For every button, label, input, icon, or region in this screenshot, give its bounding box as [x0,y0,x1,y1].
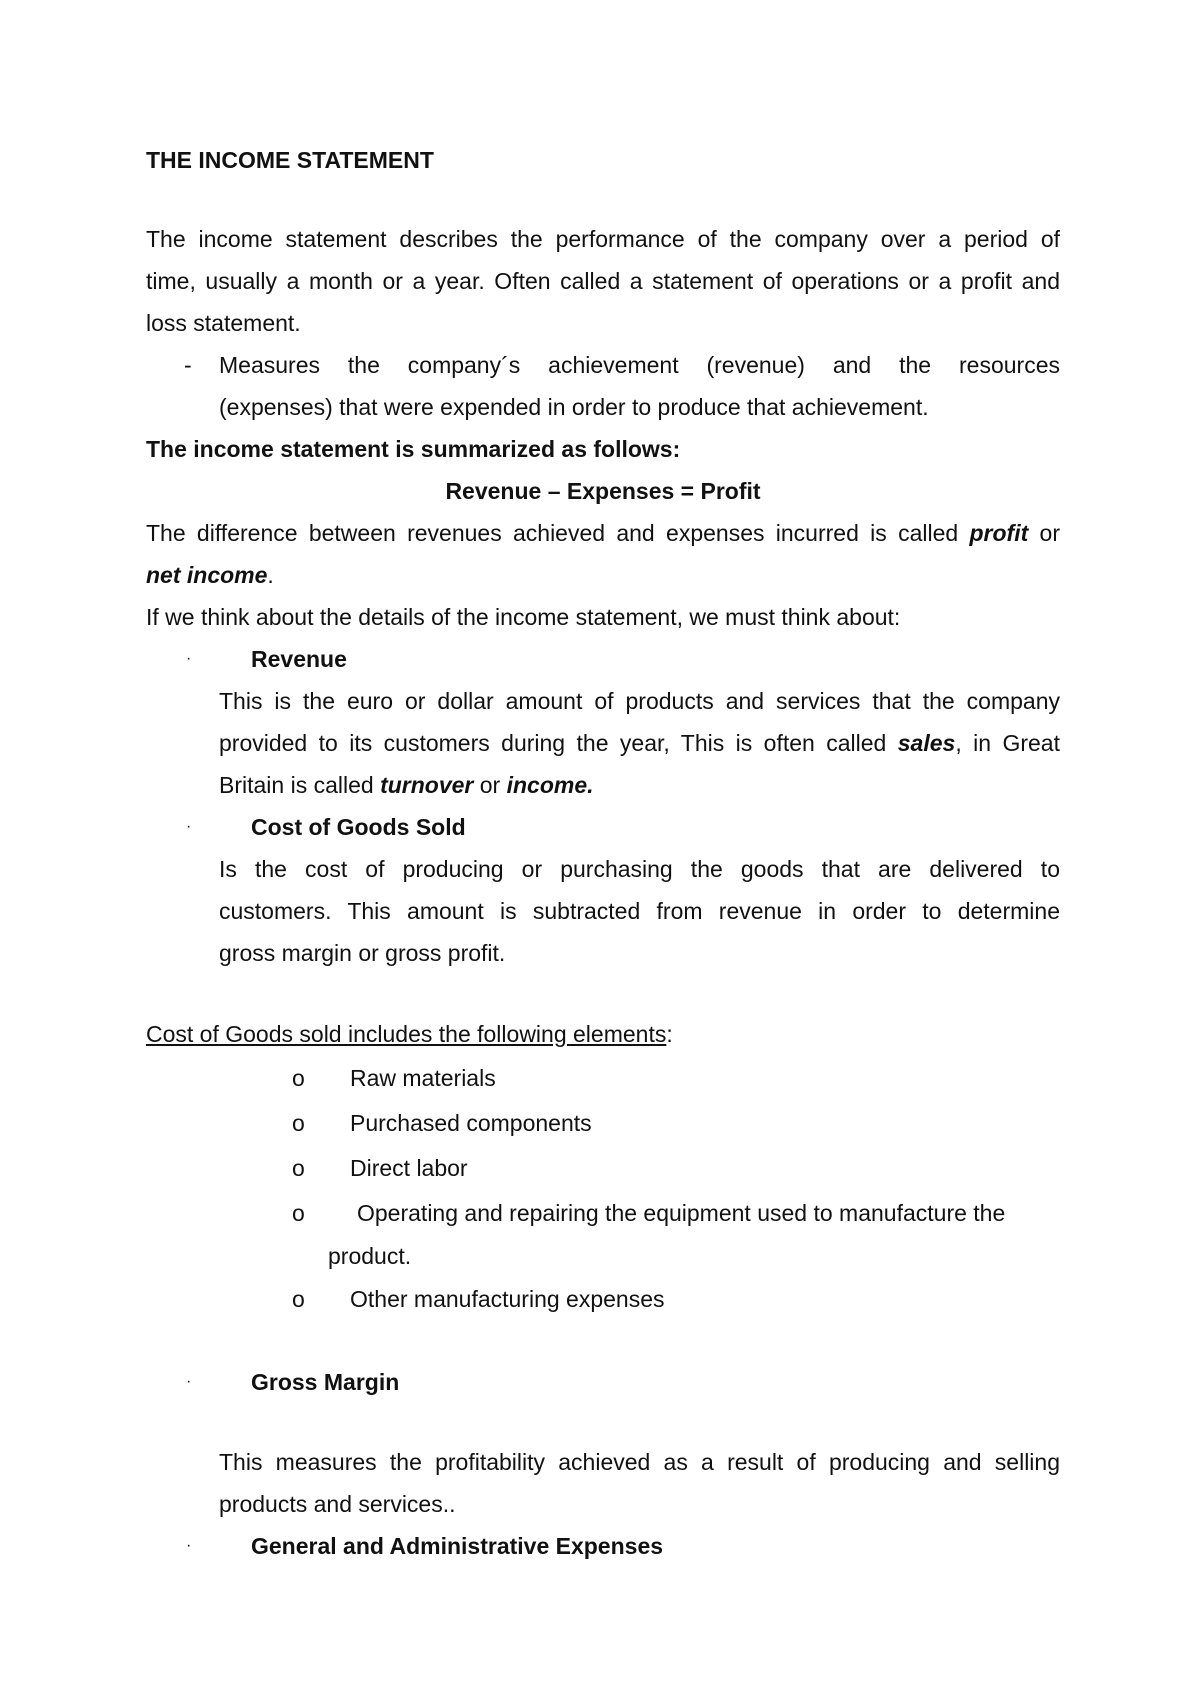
revenue-line-2-text: provided to its customers during the year, This is often called [219,730,898,756]
list-marker: o [292,1286,305,1312]
gross-margin-heading: Gross Margin [251,1369,400,1395]
elements-heading [146,1020,673,1048]
sales-term: sales [897,730,956,756]
list-marker: o [292,1065,305,1091]
revenue-line-2-end: , in Great [955,730,1060,756]
list-marker: o [292,1200,305,1226]
dash-item-line-2: (expenses) that were expended in order to produce that achievement. [219,394,929,420]
cogs-heading: Cost of Goods Sold [251,814,466,840]
details-intro: If we think about the details of the income statement, we must think about: [146,604,901,630]
gae-heading: General and Administrative Expenses [251,1533,664,1559]
formula: Revenue – Expenses = Profit [445,478,761,504]
gross-margin-line-2: products and services.. [219,1491,456,1517]
dash-marker: - [184,352,192,378]
bullet-marker: · [186,1537,192,1554]
element-item: Raw materials [350,1065,496,1091]
revenue-line-3-text: Britain is called [219,772,381,798]
revenue-line-2 [219,729,1060,757]
elements-colon: : [666,1021,673,1047]
profit-term: profit [969,520,1029,546]
difference-line-2 [146,561,274,589]
income-term: income. [506,772,594,798]
turnover-term: turnover [380,772,474,798]
list-marker: o [292,1110,305,1136]
bullet-marker: · [186,818,192,835]
elements-heading-text: Cost of Goods sold includes the following elements [146,1021,667,1047]
summary-heading: The income statement is summarized as follows: [146,436,681,462]
revenue-line-3 [219,771,594,799]
cogs-line-2: customers. This amount is subtracted from revenue in order to determine [219,898,1060,924]
intro-line-2: time, usually a month or a year. Often called a statement of operations or a profit and [146,268,1060,294]
difference-or: or [1028,520,1060,546]
revenue-line-1: This is the euro or dollar amount of products and services that the company [219,688,1060,714]
intro-line-1: The income statement describes the performance of the company over a period of [146,226,1060,252]
bullet-marker: · [186,1373,192,1390]
bullet-marker: · [186,650,192,667]
difference-end: . [267,562,274,588]
difference-text: The difference between revenues achieved and expenses incurred is called [146,520,970,546]
element-item: Direct labor [350,1155,468,1181]
cogs-line-3: gross margin or gross profit. [219,940,506,966]
net-income-term: net income [146,562,268,588]
gross-margin-line-1: This measures the profitability achieved as a result of producing and selling [219,1449,1060,1475]
element-item: Purchased components [350,1110,592,1136]
element-item: Other manufacturing expenses [350,1286,665,1312]
list-marker: o [292,1155,305,1181]
revenue-or: or [473,772,507,798]
revenue-heading: Revenue [251,646,347,672]
cogs-line-1: Is the cost of producing or purchasing the goods that are delivered to [219,856,1060,882]
element-item: Operating and repairing the equipment used to manufacture the [357,1200,1006,1226]
intro-line-3: loss statement. [146,310,301,336]
dash-item-line-1: Measures the company´s achievement (revenue) and the resources [219,352,1060,378]
page-title: THE INCOME STATEMENT [146,147,434,173]
element-item-continued: product. [328,1243,412,1269]
difference-line-1 [146,519,1060,547]
